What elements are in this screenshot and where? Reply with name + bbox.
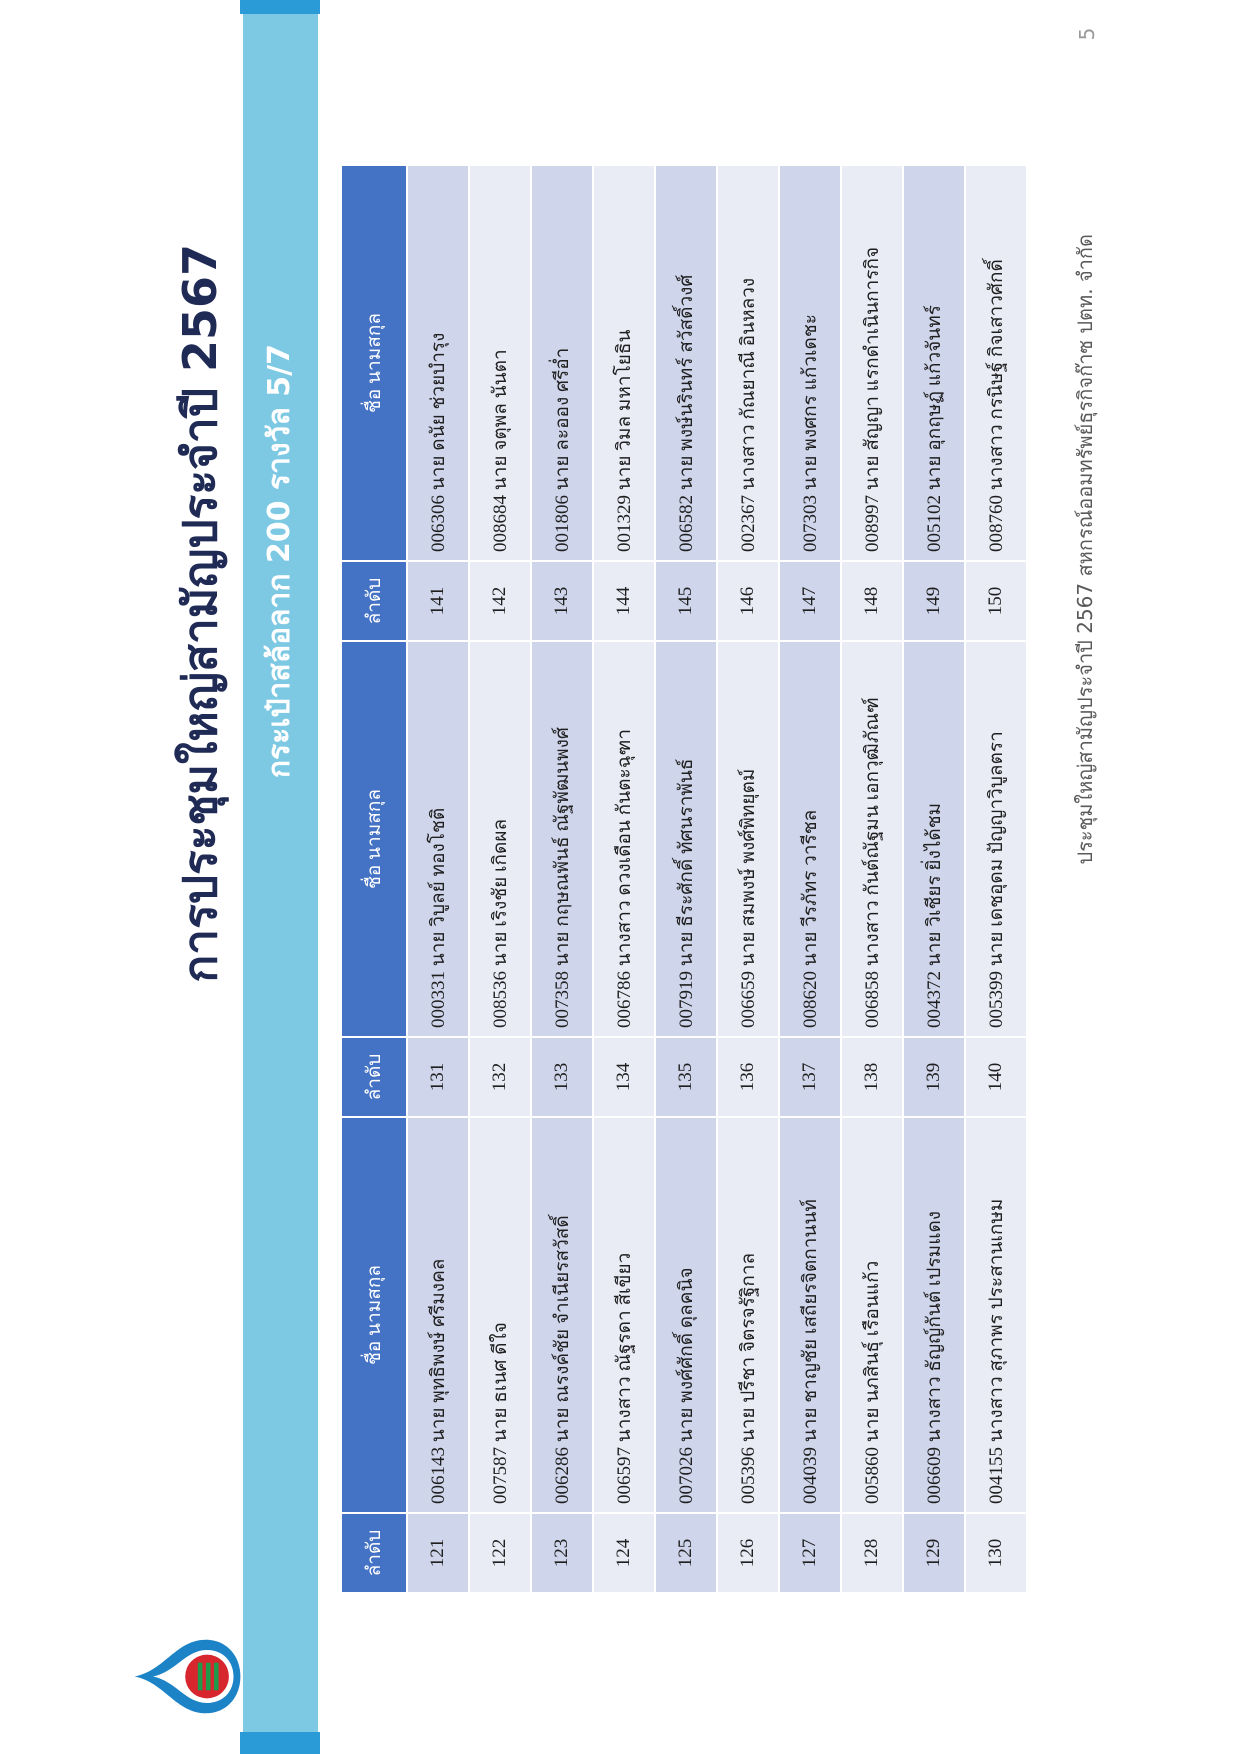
name-cell: 007919 นาย ธีระศักดิ์ ทัศนราพันธ์ bbox=[655, 641, 717, 1037]
table-header-row bbox=[341, 165, 407, 1593]
name-cell: 000331 นาย วิบูลย์ ทองโชติ bbox=[407, 641, 469, 1037]
page-number: 5 bbox=[1075, 27, 1099, 41]
page-footer: ประชุมใหญ่สามัญประจำปี 2567 สหกรณ์ออมทรัพย์ธุรกิจก๊าซ ปตท. จำกัด bbox=[1073, 234, 1097, 865]
order-cell: 130 bbox=[965, 1513, 1027, 1593]
order-cell: 136 bbox=[717, 1037, 779, 1117]
name-cell: 006858 นางสาว กันต์ณัฐมน เอกวุฒิภัณฑ์ bbox=[841, 641, 903, 1037]
table-row bbox=[903, 165, 965, 1593]
table-row bbox=[779, 165, 841, 1593]
table-row bbox=[531, 165, 593, 1593]
name-cell: 006786 นางสาว ดวงเดือน กันตะฉุฑา bbox=[593, 641, 655, 1037]
header-band-tip bbox=[240, 0, 320, 14]
order-cell: 126 bbox=[717, 1513, 779, 1593]
column-header-name: ชื่อ นามสกุล bbox=[341, 1117, 407, 1513]
name-cell: 005860 นาย นภสินธุ์ เรือนแก้ว bbox=[841, 1117, 903, 1513]
order-cell: 122 bbox=[469, 1513, 531, 1593]
order-cell: 135 bbox=[655, 1037, 717, 1117]
order-cell: 132 bbox=[469, 1037, 531, 1117]
name-cell: 007026 นาย พงศ์ศักดิ์ ดุลคนิจ bbox=[655, 1117, 717, 1513]
order-cell: 123 bbox=[531, 1513, 593, 1593]
name-cell: 008536 นาย เริงชัย เกิดผล bbox=[469, 641, 531, 1037]
column-header-order: ลำดับ bbox=[341, 1513, 407, 1593]
order-cell: 139 bbox=[903, 1037, 965, 1117]
name-cell: 006597 นางสาว ณัฐรดา สีเขียว bbox=[593, 1117, 655, 1513]
column-header-name: ชื่อ นามสกุล bbox=[341, 641, 407, 1037]
name-cell: 006306 นาย ดนัย ช่วยบำรุง bbox=[407, 165, 469, 561]
name-cell: 006143 นาย พุทธิพงษ์ ศรีมงคล bbox=[407, 1117, 469, 1513]
name-cell: 007303 นาย พงศกร แก้วเดชะ bbox=[779, 165, 841, 561]
order-cell: 144 bbox=[593, 561, 655, 641]
table-row bbox=[469, 165, 531, 1593]
column-header-order: ลำดับ bbox=[341, 561, 407, 641]
order-cell: 146 bbox=[717, 561, 779, 641]
table-row bbox=[655, 165, 717, 1593]
order-cell: 127 bbox=[779, 1513, 841, 1593]
order-cell: 124 bbox=[593, 1513, 655, 1593]
order-cell: 138 bbox=[841, 1037, 903, 1117]
name-cell: 004039 นาย ชาญชัย เสถียรจิตกานนท์ bbox=[779, 1117, 841, 1513]
order-cell: 149 bbox=[903, 561, 965, 641]
name-cell: 006582 นาย พงษ์นรินทร์ สวัสดิ์วงศ์ bbox=[655, 165, 717, 561]
name-cell: 005102 นาย อุกฤษฏ์ แก้วจันทร์ bbox=[903, 165, 965, 561]
order-cell: 143 bbox=[531, 561, 593, 641]
column-header-order: ลำดับ bbox=[341, 1037, 407, 1117]
table-row bbox=[717, 165, 779, 1593]
name-cell: 001806 นาย ละออง ศรีอ่ำ bbox=[531, 165, 593, 561]
order-cell: 129 bbox=[903, 1513, 965, 1593]
name-cell: 006609 นางสาว ธัญญ์กันต์ เปรมแดง bbox=[903, 1117, 965, 1513]
name-cell: 004155 นางสาว สุภาพร ประสานเกษม bbox=[965, 1117, 1027, 1513]
pttep-flame-logo-icon bbox=[130, 1619, 245, 1734]
order-cell: 125 bbox=[655, 1513, 717, 1593]
table-row bbox=[593, 165, 655, 1593]
page-subtitle: กระเป๋าสล้อลาก 200 รางวัล 5/7 bbox=[262, 344, 297, 779]
name-cell: 008997 นาย สัญญา แรกดำเนินการกิจ bbox=[841, 165, 903, 561]
order-cell: 134 bbox=[593, 1037, 655, 1117]
name-cell: 001329 นาย วิมล มหาโยธิน bbox=[593, 165, 655, 561]
name-cell: 006286 นาย ณรงค์ชัย จำเนียรสวัสดิ์ bbox=[531, 1117, 593, 1513]
page-title: การประชุมใหญ่สามัญประจำปี 2567 bbox=[173, 244, 227, 983]
order-cell: 128 bbox=[841, 1513, 903, 1593]
name-cell: 008684 นาย จตุพล นันตา bbox=[469, 165, 531, 561]
name-cell: 002367 นางสาว กัณยาณี อินหลวง bbox=[717, 165, 779, 561]
order-cell: 145 bbox=[655, 561, 717, 641]
order-cell: 121 bbox=[407, 1513, 469, 1593]
table-row bbox=[841, 165, 903, 1593]
table-row bbox=[407, 165, 469, 1593]
header-band-accent bbox=[240, 1732, 320, 1754]
name-cell: 008620 นาย วีรภัทร วารีชล bbox=[779, 641, 841, 1037]
table-row bbox=[965, 165, 1027, 1593]
name-cell: 007587 นาย ธเนศ ดีใจ bbox=[469, 1117, 531, 1513]
order-cell: 141 bbox=[407, 561, 469, 641]
column-header-name: ชื่อ นามสกุล bbox=[341, 165, 407, 561]
order-cell: 142 bbox=[469, 561, 531, 641]
order-cell: 133 bbox=[531, 1037, 593, 1117]
name-cell: 006659 นาย สมพงษ์ พงศ์พิทยุตม์ bbox=[717, 641, 779, 1037]
order-cell: 147 bbox=[779, 561, 841, 641]
name-cell: 004372 นาย วิเชียร ยิ่งได้ชม bbox=[903, 641, 965, 1037]
winners-table bbox=[340, 164, 1028, 1594]
name-cell: 005396 นาย ปรีชา จิตรจรัฐิกาล bbox=[717, 1117, 779, 1513]
name-cell: 008760 นางสาว กรนิษฐ์ กิจเสาวศักดิ์ bbox=[965, 165, 1027, 561]
order-cell: 140 bbox=[965, 1037, 1027, 1117]
order-cell: 148 bbox=[841, 561, 903, 641]
order-cell: 150 bbox=[965, 561, 1027, 641]
name-cell: 005399 นาย เดชอุดม ปัญญาวิบูลตรา bbox=[965, 641, 1027, 1037]
name-cell: 007358 นาย กฤษณพันธ์ ณัฐพัฒนพงศ์ bbox=[531, 641, 593, 1037]
order-cell: 131 bbox=[407, 1037, 469, 1117]
order-cell: 137 bbox=[779, 1037, 841, 1117]
